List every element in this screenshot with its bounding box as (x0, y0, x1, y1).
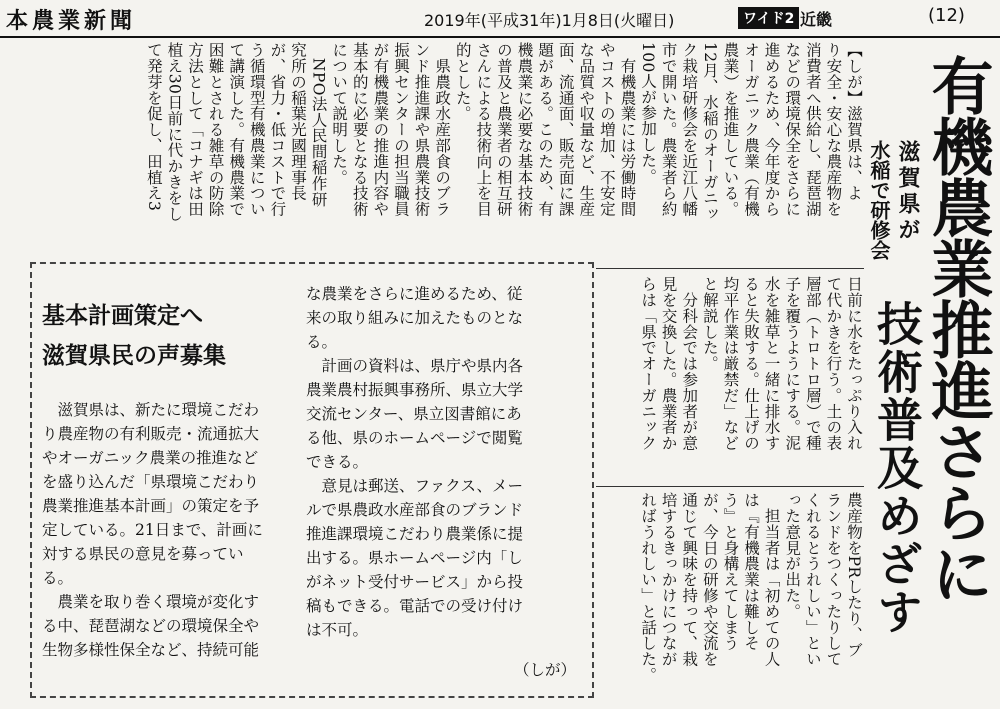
announcement-body-left (42, 398, 298, 688)
announcement-line: る。 (42, 569, 74, 587)
page-header (0, 0, 1000, 38)
article1-text-2: 日前に水をたっぷり入れ て代かきを行う。土の表 層部（トロトロ層）で種 子を覆うようにする。泥 水を雑草と一緒に排水す ると失敗する。仕上げの 均平作業は厳禁だ」など と解説した。 分科会では参加者が意 見を交換した。農業者か らは「県でオーガニック (639, 276, 863, 451)
announcement-line: を盛り込んだ「県環境こだわり (42, 473, 260, 491)
announcement-line: は不可。 (306, 621, 369, 639)
announcement-line: やオーガニック農業の推進など (42, 449, 259, 467)
announcement-body-right (306, 282, 582, 688)
announcement-line: 交流センター、県立図書館にあ (306, 405, 522, 423)
announcement-line: できる。 (306, 453, 369, 471)
announcement-line: 農業農村振興事務所、県立大学 (306, 381, 524, 399)
article1-text: 【しが】滋賀県は、よ り安全・安心な農産物を 消費者へ供給し、琵琶湖 などの環境保全をさらに 進めるため、今年度から オーガニック農業（有機 農業）を推進している。 12月、水稲のオーガニッ ク栽培研修会を近江八幡 市で開いた。農業者ら約 100人が参加した。 有機農業には労働時間 やコストの増加、不安定 な品質や収量など、生産 面、流通面、販売面に課 題がある。このため、有 機農業に必要な基本技術 の普及と農業者の相互研 さんによる技術向上を目 的とした。 県農政水産部食のブラ ンド推進課や県農業技術 振興センターの担当職員 が有機農業の推進内容や 基本的に必要となる技術 について説明した。 NPO法人民間稲作研 究所の稲葉光國理事長 が、省力・低コストで行 う循環型有機農業につい て講演した。有機農業で 困難とされる雑草の防除 方法として「コナギは田 植え30日前に代かきをし て発芽を促し、田植え3 (144, 42, 863, 222)
column-divider (596, 486, 864, 487)
announcement-line: 意見は郵送、ファクス、メー (306, 477, 524, 495)
announcement-line: ルで県農政水産部食のブランド (306, 501, 524, 519)
announcement-line: 滋賀県は、新たに環境こだわ (42, 401, 260, 419)
announcement-title-line2: 滋賀県民の声募集 (42, 343, 226, 369)
announcement-line: 農業を取り巻く環境が変化す (42, 593, 260, 611)
announcement-line: り農産物の有利販売・流通拡大 (42, 425, 260, 443)
page-number: (12) (928, 5, 965, 26)
announcement-line: 農業推進基本計画」の策定を予 (42, 497, 260, 515)
announcement-title (42, 296, 282, 388)
announcement-line: る。 (306, 333, 338, 351)
region-label: 近畿 (800, 10, 833, 29)
announcement-line: な農業をさらに進めるため、従 (306, 285, 523, 303)
kicker-prefecture: 滋賀県が (895, 140, 920, 244)
announcement-line: る他、県のホームページで閲覧 (306, 429, 523, 447)
announcement-line: る中、琵琶湖などの環境保全や (42, 617, 260, 635)
announcement-line: 定している。21日まで、計画に (42, 521, 263, 539)
announcement-line: 推進課環境こだわり農業係に提 (306, 525, 524, 543)
announcement-line: がネット受付サービス」から投 (306, 573, 524, 591)
main-headline: 有機農業推進さらに (921, 54, 994, 603)
announcement-line: 稿もできる。電話での受け付け (306, 597, 524, 615)
announcement-line: 対する県民の意見を募ってい (42, 545, 244, 563)
announcement-title-line1: 基本計画策定へ (42, 303, 203, 329)
announcement-line: 出する。県ホームページ内「し (306, 549, 523, 567)
edition-badge: ワイド2 (738, 7, 799, 29)
article1-body-middle (600, 276, 864, 482)
announcement-line: 生物多様性保全など、持続可能 (42, 641, 260, 659)
sub-headline: 技術普及めざす (870, 300, 924, 636)
issue-date: 2019年(平成31年)1月8日(火曜日) (424, 11, 675, 30)
newspaper-masthead: 本農業新聞 (6, 8, 137, 34)
kicker-seminar: 水稲で研修会 (867, 140, 891, 260)
article1-body-top (12, 42, 864, 262)
article1-text-3: 農産物をPRしたり、ブ ランドをつくったりして くれるとうれしい」とい った意見が出た。 担当者は「初めての人 は『有機農業は難しそ う』と身構えてしまう が、今日の研修や交流を 通じて興味を持って、栽 培するきっかけにつなが ればうれしい」と話した。 (639, 492, 863, 683)
announcement-line: 計画の資料は、県庁や県内各 (306, 357, 524, 375)
column-divider (596, 268, 864, 269)
article1-body-bottom (600, 492, 864, 698)
announcement-line: 来の取り組みに加えたものとな (306, 309, 524, 327)
announcement-signature: （しが） (513, 661, 576, 679)
